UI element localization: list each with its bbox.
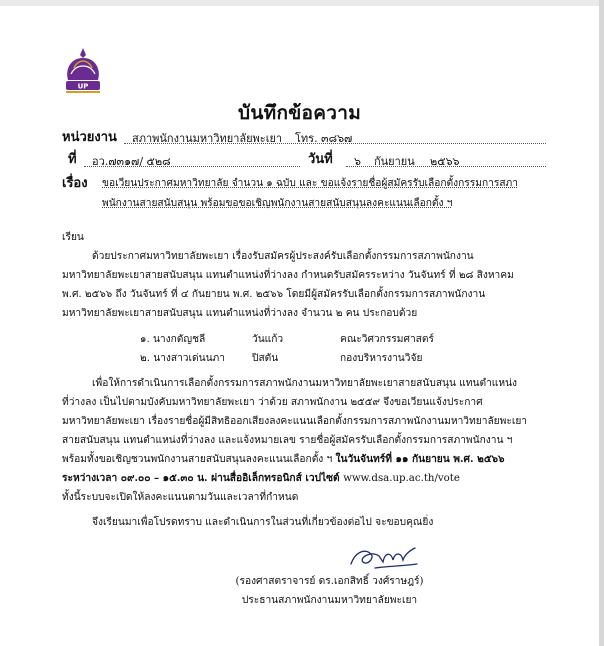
candidate-2-name: ๒. นางสาวเด่นนภา xyxy=(140,353,225,364)
date-row xyxy=(308,148,333,169)
handwritten-signature xyxy=(345,542,425,574)
document-page xyxy=(0,6,599,646)
para2-line-5-a: พร้อมทั้งขอเชิญชวนพนักงานสายสนับสนุนลงคะแนนเลือกตั้ง ฯ xyxy=(62,454,333,465)
dept-label: หน่วยงาน xyxy=(62,130,117,145)
para1-line-4: มหาวิทยาลัยพะเยาสายสนับสนุน แทนตำแหน่งที่ว่างลง จำนวน ๒ คน ประกอบด้วย xyxy=(62,308,418,319)
subject-row xyxy=(62,172,88,193)
salutation: เรียน xyxy=(62,232,84,243)
subject-line-1: ขอเวียนประกาศมหาวิทยาลัย จำนวน ๑ ฉบับ และ ขอแจ้งรายชื่อผู้สมัครรับเลือกตั้งกรรมการสภา xyxy=(102,178,518,189)
para2-line-5-b: ในวันจันทร์ที่ ๑๑ กันยายน พ.ศ. ๒๕๖๖ xyxy=(335,453,505,465)
vote-url-link[interactable]: www.dsa.up.ac.th/vote xyxy=(343,473,460,484)
signatory-position: ประธานสภาพนักงานมหาวิทยาลัยพะเยา xyxy=(241,595,418,606)
date-label: วันที่ xyxy=(308,152,333,167)
ref-label: ที่ xyxy=(68,152,77,167)
dept-value: สภาพนักงานมหาวิทยาลัยพะเยา xyxy=(132,132,283,145)
para1-line-3: พ.ศ. ๒๕๖๖ ถึง วันจันทร์ ที่ ๔ กันยายน พ.ศ. ๒๕๖๖ โดยมีผู้สมัครรับเลือกตั้งกรรมการสภาพนักงาน xyxy=(62,289,486,300)
date-day: ๖ xyxy=(354,155,361,168)
candidate-1-surname: วันแก้ว xyxy=(252,334,284,345)
closing-line: จึงเรียนมาเพื่อโปรดทราบ และดำเนินการในส่วนที่เกี่ยวข้องต่อไป จะขอบคุณยิ่ง xyxy=(92,517,434,528)
para1-line-2: มหาวิทยาลัยพะเยาสายสนับสนุน แทนตำแหน่งที่ว่างลง กำหนดรับสมัครระหว่าง วันจันทร์ ที่ ๒๘ สิงหาคม xyxy=(62,270,514,281)
viewer-scrollbar[interactable] xyxy=(599,0,604,646)
para2-line-3: มหาวิทยาลัยพะเยา เรื่องรายชื่อผู้มีสิทธิออกเสียงลงคะแนนเลือกตั้งกรรมการสภาพนักงานมหาวิทยาลัยพะเยา xyxy=(62,416,528,427)
memo-title: บันทึกข้อความ xyxy=(237,102,362,124)
para1-line-1: ด้วยประกาศมหาวิทยาลัยพะเยา เรื่องรับสมัครผู้ประสงค์รับเลือกตั้งกรรมการสภาพนักงาน xyxy=(92,251,474,262)
date-year: ๒๕๖๖ xyxy=(430,155,460,168)
candidate-2-surname: ปิสตัน xyxy=(252,353,279,364)
subject-line-2: พนักงานสายสนับสนุน พร้อมขอขอเชิญพนักงานสายสนับสนุนลงคะแนนเลือกตั้ง ฯ xyxy=(102,198,453,209)
signatory-name: (รองศาสตราจารย์ ดร.เอกสิทธิ์ วงศ์ราษฎร์) xyxy=(235,576,424,587)
para2-line-6-text: ระหว่างเวลา ๐๙.๐๐ – ๑๕.๓๐ น. ผ่านสื่ออิเล็กทรอนิกส์ เวปไซต์ xyxy=(62,472,340,484)
date-dotline xyxy=(346,166,546,167)
candidate-2-unit: กองบริหารงานวิจัย xyxy=(340,353,423,364)
para2-line-5 xyxy=(62,450,504,470)
dept-row xyxy=(62,126,117,147)
date-month: กันยายน xyxy=(374,155,415,168)
logo-caption: UP xyxy=(77,82,89,91)
dept-dotline xyxy=(124,143,546,144)
para2-line-7: ทั้งนี้ระบบจะเปิดให้ลงคะแนนตามวันและเวลาที่กำหนด xyxy=(62,492,299,503)
ref-row xyxy=(68,148,77,169)
ref-value: อว.๗๓๑๗/ ๕๒๘ xyxy=(92,155,171,168)
para2-line-4: สายสนับสนุน แทนตำแหน่งที่ว่างลง และแจ้งหมายเลข รายชื่อผู้สมัครรับเลือกตั้งกรรมการสภาพนักงาน ฯ xyxy=(62,435,513,446)
subject-label: เรื่อง xyxy=(62,176,88,191)
candidate-1-unit: คณะวิศวกรรมศาสตร์ xyxy=(340,334,434,345)
para2-line-1: เพื่อให้การดำเนินการเลือกตั้งกรรมการสภาพนักงานมหาวิทยาลัยพะเยาสายสนับสนุน แทนตำแหน่ง xyxy=(92,378,518,389)
dept-phone: โทร. ๓๘๖๗ xyxy=(295,132,353,145)
ref-dotline xyxy=(84,166,300,167)
university-logo-icon xyxy=(62,46,104,96)
para2-line-2: ที่ว่างลง เป็นไปตามบังคับมหาวิทยาลัยพะเยา ว่าด้วย สภาพนักงาน ๒๕๕๙ จึงขอเวียนแจ้งประกาศ xyxy=(62,397,483,408)
para2-line-6 xyxy=(62,469,460,489)
candidate-1-name: ๑. นางกตัญชลี xyxy=(140,334,206,345)
